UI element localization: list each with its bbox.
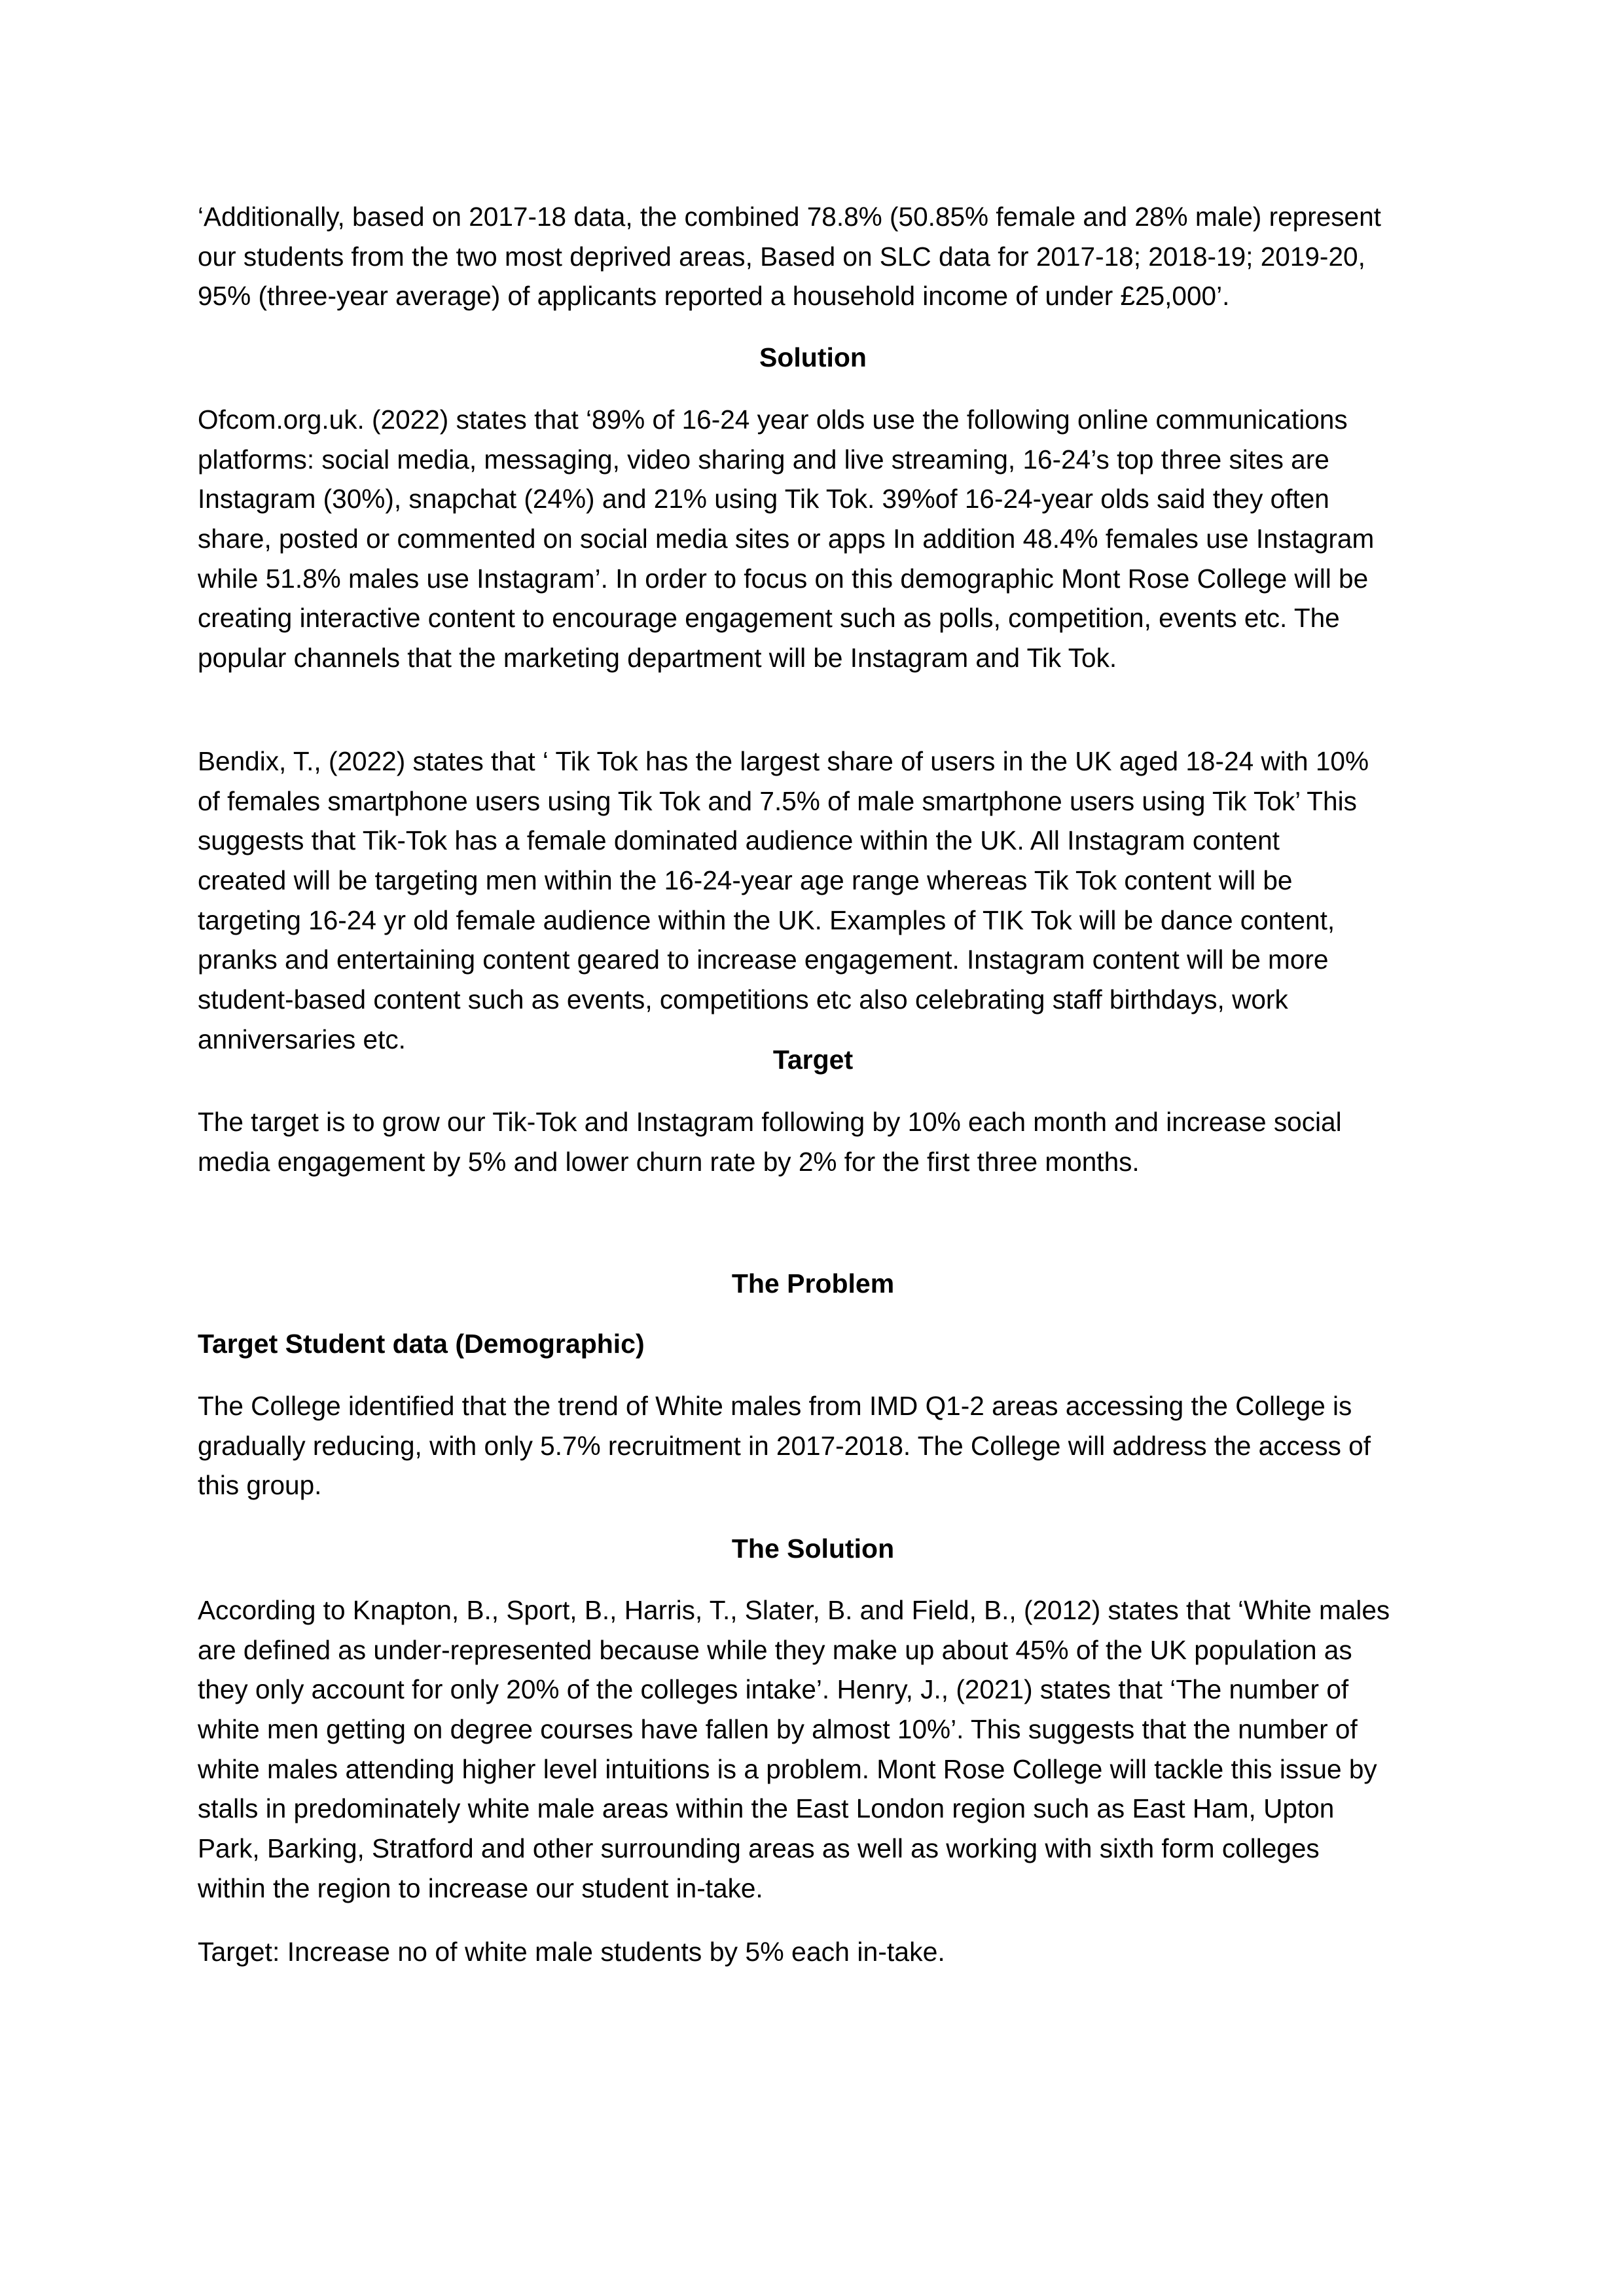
text-line: ‘Additionally, based on 2017-18 data, the combined 78.8% (50.85% female and 28% male) represent — [198, 202, 1381, 232]
heading-target: Target — [772, 1045, 854, 1075]
text-line: The College identified that the trend of White males from IMD Q1-2 areas accessing the College is — [198, 1391, 1352, 1421]
text-line: share, posted or commented on social media sites or apps In addition 48.4% females use Instagram — [198, 524, 1375, 554]
paragraph-knapton — [198, 1590, 1441, 1909]
text-line: popular channels that the marketing department will be Instagram and Tik Tok. — [198, 643, 1117, 673]
text-line: stalls in predominately white male areas within the East London region such as East Ham, Upton — [198, 1793, 1335, 1824]
text-line: white males attending higher level intuitions is a problem. Mont Rose College will tackle this issue by — [198, 1753, 1377, 1784]
text-line: Bendix, T., (2022) states that ‘ Tik Tok has the largest share of users in the UK aged 18-24 with 10% — [198, 746, 1369, 776]
text-line: gradually reducing, with only 5.7% recruitment in 2017-2018. The College will address the access of — [198, 1430, 1371, 1461]
text-line: within the region to increase our student in-take. — [198, 1873, 763, 1903]
paragraph-problem — [198, 1386, 1441, 1505]
text-line: our students from the two most deprived areas, Based on SLC data for 2017-18; 2018-19; 2019-20, — [198, 241, 1365, 272]
text-line: while 51.8% males use Instagram’. In order to focus on this demographic Mont Rose College will be — [198, 563, 1369, 594]
heading-the-problem: The Problem — [731, 1268, 895, 1299]
text-line: suggests that Tik-Tok has a female dominated audience within the UK. All Instagram content — [198, 825, 1280, 856]
text-line: Ofcom.org.uk. (2022) states that ‘89% of 16-24 year olds use the following online communications — [198, 404, 1348, 435]
paragraph-ofcom — [198, 400, 1441, 678]
paragraph-quote-deprived-areas — [198, 197, 1441, 316]
text-line: According to Knapton, B., Sport, B., Harris, T., Slater, B. and Field, B., (2012) states that ‘White males — [198, 1595, 1390, 1625]
text-line: of females smartphone users using Tik Tok and 7.5% of male smartphone users using Tik Tok’ This — [198, 785, 1357, 816]
heading-the-solution: The Solution — [731, 1534, 895, 1564]
heading-solution: Solution — [759, 342, 867, 372]
text-line: pranks and entertaining content geared to increase engagement. Instagram content will be more — [198, 944, 1329, 975]
text-line: Instagram (30%), snapchat (24%) and 21% using Tik Tok. 39%of 16-24-year olds said they often — [198, 484, 1329, 514]
text-line: targeting 16-24 yr old female audience within the UK. Examples of TIK Tok will be dance content, — [198, 905, 1335, 935]
text-line: The target is to grow our Tik-Tok and Instagram following by 10% each month and increase social — [198, 1107, 1342, 1137]
text-line: student-based content such as events, competitions etc also celebrating staff birthdays, work — [198, 984, 1288, 1015]
text-line: platforms: social media, messaging, video sharing and live streaming, 16-24’s top three sites are — [198, 444, 1329, 475]
text-line: they only account for only 20% of the colleges intake’. Henry, J., (2021) states that ‘The number of — [198, 1674, 1349, 1705]
text-line: creating interactive content to encourage engagement such as polls, competition, events etc. The — [198, 603, 1340, 634]
text-line: white men getting on degree courses have fallen by almost 10%’. This suggests that the number of — [198, 1714, 1358, 1745]
text-line: Park, Barking, Stratford and other surrounding areas as well as working with sixth form colleges — [198, 1833, 1320, 1864]
text-line: this group. — [198, 1470, 322, 1501]
paragraph-target — [198, 1102, 1441, 1181]
text-line: anniversaries etc. — [198, 1024, 406, 1054]
text-line: media engagement by 5% and lower churn rate by 2% for the first three months. — [198, 1146, 1140, 1177]
text-line: 95% (three-year average) of applicants reported a household income of under £25,000’. — [198, 281, 1230, 312]
paragraph-bendix — [198, 742, 1441, 1060]
paragraph-target-white-males: Target: Increase no of white male students by 5% each in-take. — [198, 1937, 945, 1967]
heading-target-student-data: Target Student data (Demographic) — [198, 1329, 645, 1359]
text-line: created will be targeting men within the 16-24-year age range whereas Tik Tok content will be — [198, 865, 1293, 896]
text-line: are defined as under-represented because while they make up about 45% of the UK population as — [198, 1634, 1352, 1665]
